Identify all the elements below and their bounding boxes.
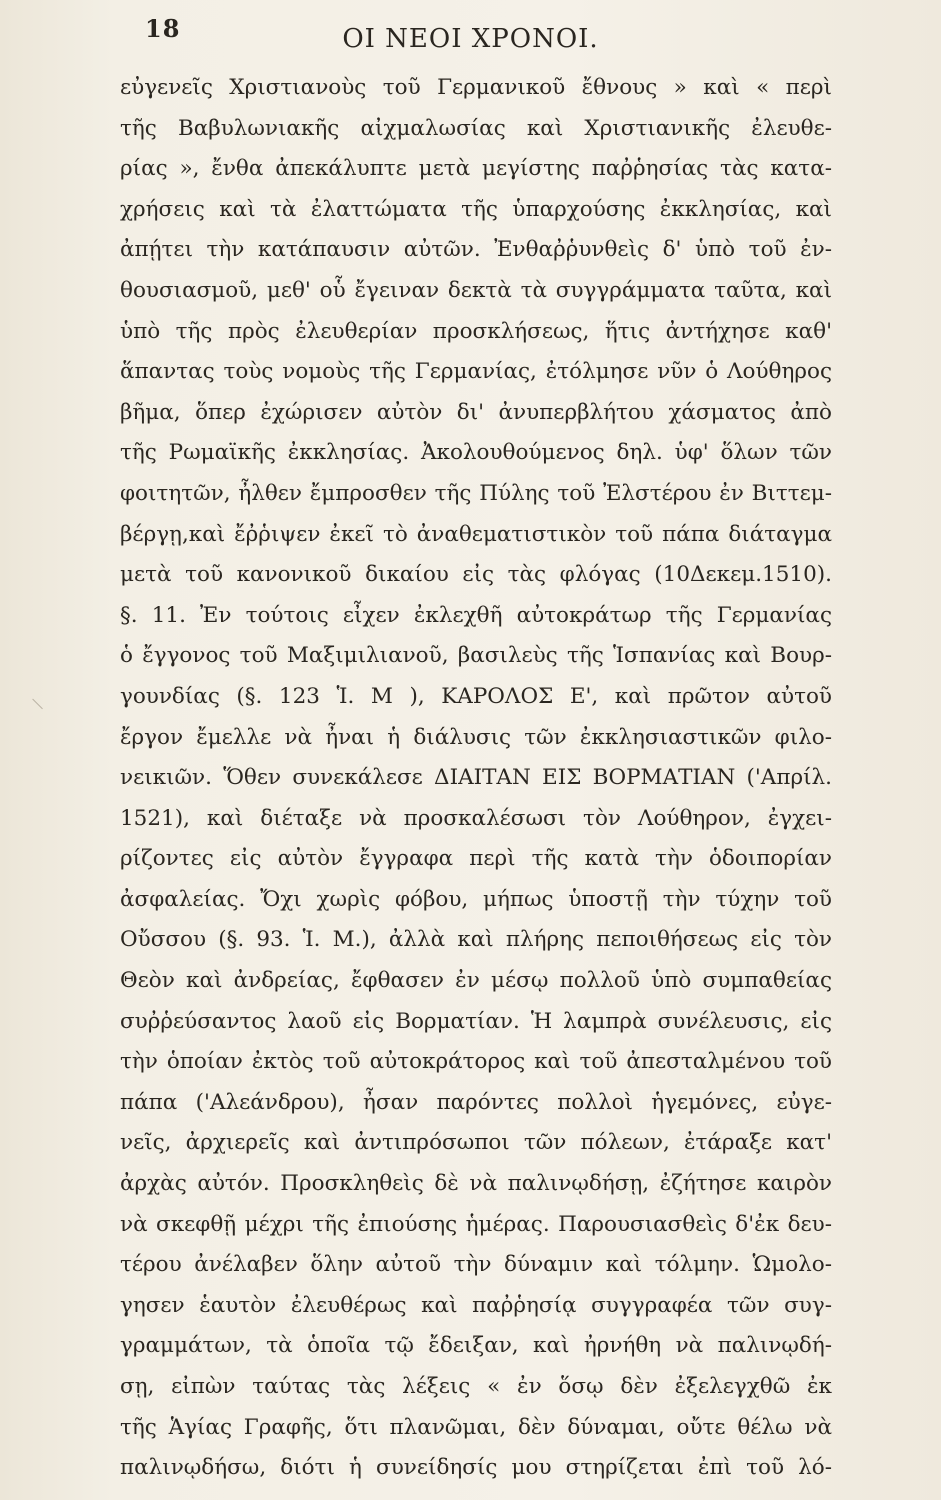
text-line: τὴν ὁποίαν ἐκτὸς τοῦ αὐτοκράτορος καὶ τοῦ ἀπεσταλμένου τοῦ bbox=[120, 1049, 832, 1075]
text-line: ἔργον ἔμελλε νὰ ἦναι ἡ διάλυσις τῶν ἐκκλησιαστικῶν φιλο- bbox=[120, 724, 832, 750]
text-line: πάπα ('Αλεάνδρου), ἦσαν παρόντες πολλοὶ ἡγεμόνες, εὐγε- bbox=[120, 1089, 832, 1115]
text-line: παλινῳδήσω, διότι ἡ συνείδησίς μου στηρίζεται ἐπὶ τοῦ λό- bbox=[120, 1455, 832, 1481]
text-line: ρίζοντες εἰς αὐτὸν ἔγγραφα περὶ τῆς κατὰ τὴν ὁδοιπορίαν bbox=[120, 846, 832, 872]
text-line: χρήσεις καὶ τὰ ἐλαττώματα τῆς ὑπαρχούσης ἐκκλησίας, καὶ bbox=[120, 196, 832, 222]
text-line: εὐγενεῖς Χριστιανοὺς τοῦ Γερμανικοῦ ἔθνους » καὶ « περὶ bbox=[120, 75, 832, 100]
text-line: βέργῃ,καὶ ἔῤῥιψεν ἐκεῖ τὸ ἀναθεματιστικὸν τοῦ πάπα διάταγμα bbox=[120, 521, 832, 547]
margin-pencil-mark bbox=[32, 689, 53, 710]
text-line: τέρου ἀνέλαβεν ὅλην αὐτοῦ τὴν δύναμιν καὶ τόλμην. Ὡμολο- bbox=[120, 1252, 832, 1278]
text-line: βῆμα, ὅπερ ἐχώρισεν αὐτὸν δι' ἀνυπερβλήτου χάσματος ἀπὸ bbox=[120, 399, 832, 425]
text-line: ὁ ἔγγονος τοῦ Μαξιμιλιανοῦ, βασιλεὺς τῆς Ἱσπανίας καὶ Βουρ- bbox=[120, 643, 832, 669]
text-line: ἀσφαλείας. Ὄχι χωρὶς φόβου, μήπως ὑποστῇ τὴν τύχην τοῦ bbox=[120, 886, 832, 912]
text-line: μετὰ τοῦ κανονικοῦ δικαίου εἰς τὰς φλόγας (10Δεκεμ.1510). bbox=[120, 562, 832, 588]
text-line: νεῖς, ἀρχιερεῖς καὶ ἀντιπρόσωποι τῶν πόλεων, ἐτάραξε κατ' bbox=[120, 1130, 832, 1156]
text-line: τῆς Ρωμαϊκῆς ἐκκλησίας. Ἀκολουθούμενος δηλ. ὑφ' ὅλων τῶν bbox=[120, 440, 832, 466]
text-line: Οὔσσου (§. 93. Ἱ. Μ.), ἀλλὰ καὶ πλήρης πεποιθήσεως εἰς τὸν bbox=[120, 927, 832, 953]
text-line: τῆς Βαβυλωνιακῆς αἰχμαλωσίας καὶ Χριστιανικῆς ἐλευθε- bbox=[120, 115, 832, 141]
text-line: ἀπῄτει τὴν κατάπαυσιν αὐτῶν. Ἐνθαῤῥυνθεὶς δ' ὑπὸ τοῦ ἐν- bbox=[120, 237, 832, 263]
text-line: Θεὸν καὶ ἀνδρείας, ἔφθασεν ἐν μέσῳ πολλοῦ ὑπὸ συμπαθείας bbox=[120, 968, 832, 994]
text-line: γραμμάτων, τὰ ὁποῖα τῷ ἔδειξαν, καὶ ἠρνήθη νὰ παλινῳδή- bbox=[120, 1333, 832, 1359]
body-text bbox=[120, 68, 832, 1489]
text-line: φοιτητῶν, ἦλθεν ἔμπροσθεν τῆς Πύλης τοῦ Ἐλστέρου ἐν Βιττεμ- bbox=[120, 480, 832, 506]
text-line: θουσιασμοῦ, μεθ' οὗ ἔγειναν δεκτὰ τὰ συγγράμματα ταῦτα, καὶ bbox=[120, 277, 832, 303]
text-line: ὑπὸ τῆς πρὸς ἐλευθερίαν προσκλήσεως, ἥτις ἀντήχησε καθ' bbox=[120, 318, 832, 344]
running-title: ΟΙ ΝΕΟΙ ΧΡΟΝΟΙ. bbox=[342, 24, 599, 54]
text-line: νὰ σκεφθῇ μέχρι τῆς ἐπιούσης ἡμέρας. Παρουσιασθεὶς δ'ἐκ δευ- bbox=[120, 1211, 832, 1237]
text-line: συῤῥεύσαντος λαοῦ εἰς Βορματίαν. Ἡ λαμπρὰ συνέλευσις, εἰς bbox=[120, 1008, 832, 1034]
text-line: νεικιῶν. Ὅθεν συνεκάλεσε ΔΙΑΙΤΑΝ ΕΙΣ ΒΟΡΜΑΤΙΑΝ ('Απρίλ. bbox=[120, 765, 832, 791]
text-line: 1521), καὶ διέταξε νὰ προσκαλέσωσι τὸν Λούθηρον, ἐγχει- bbox=[120, 805, 832, 831]
text-line: ρίας », ἔνθα ἀπεκάλυπτε μετὰ μεγίστης παῤῥησίας τὰς κατα- bbox=[120, 156, 832, 182]
text-line: γησεν ἑαυτὸν ἐλευθέρως καὶ παῤῥησίᾳ συγγραφέα τῶν συγ- bbox=[120, 1292, 832, 1318]
text-line: τῆς Ἁγίας Γραφῆς, ὅτι πλανῶμαι, δὲν δύναμαι, οὔτε θέλω νὰ bbox=[120, 1414, 832, 1440]
text-line: σῃ, εἰπὼν ταύτας τὰς λέξεις « ἐν ὅσῳ δὲν ἐξελεγχθῶ ἐκ bbox=[120, 1374, 832, 1399]
text-line: ἅπαντας τοὺς νομοὺς τῆς Γερμανίας, ἐτόλμησε νῦν ὁ Λούθηρος bbox=[120, 359, 832, 385]
text-line: ἀρχὰς αὐτόν. Προσκληθεὶς δὲ νὰ παλινῳδήσῃ, ἐζήτησε καιρὸν bbox=[120, 1171, 832, 1197]
page-number: 18 bbox=[145, 14, 181, 43]
text-line: §. 11. Ἐν τούτοις εἶχεν ἐκλεχθῆ αὐτοκράτωρ τῆς Γερμανίας bbox=[120, 602, 832, 628]
text-line: γουνδίας (§. 123 Ἱ. Μ ), ΚΑΡΟΛΟΣ Ε', καὶ πρῶτον αὐτοῦ bbox=[120, 683, 832, 709]
